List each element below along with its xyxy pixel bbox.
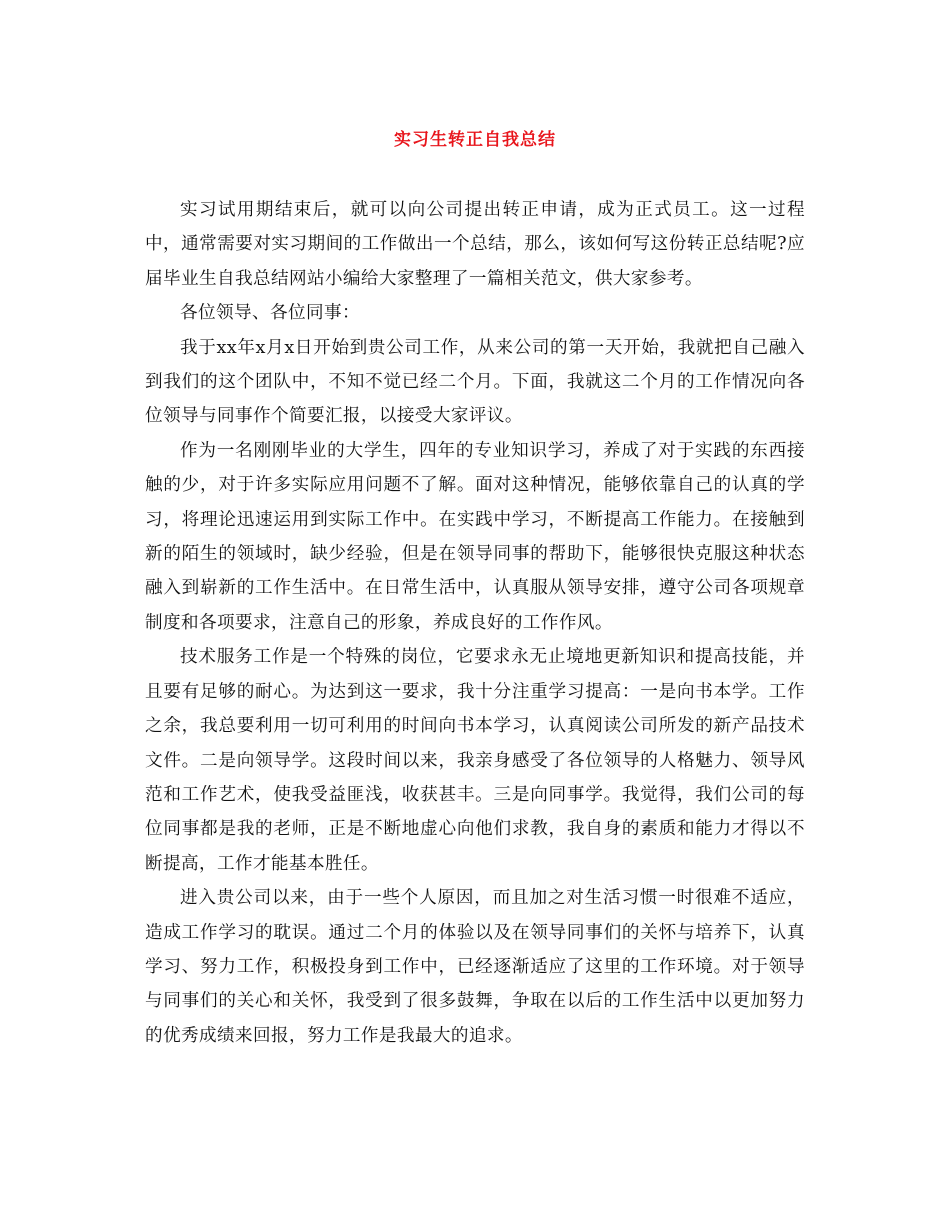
paragraph-adaptation: 进入贵公司以来，由于一些个人原因，而且加之对生活习惯一时很难不适应，造成工作学习的耽误。通过二个月的体验以及在领导同事们的关怀与培养下，认真学习、努力工作，积极投身到工作中，已经逐渐适应了这里的工作环境。对于领导与同事们的关心和关怀，我受到了很多鼓舞，争取在以后的工作生活中以更加努力的优秀成绩来回报，努力工作是我最大的追求。 — [145, 888, 805, 1046]
paragraph-salutation: 各位领导、各位同事： — [180, 303, 360, 324]
paragraph-start-date: 我于xx年x月x日开始到贵公司工作，从来公司的第一天开始，我就把自己融入到我们的这个团队中，不知不觉已经二个月。下面，我就这二个月的工作情况向各位领导与同事作个简要汇报，以接受大家评议。 — [145, 337, 805, 427]
document-body — [145, 193, 805, 1053]
paragraph-graduate: 作为一名刚刚毕业的大学生，四年的专业知识学习，养成了对于实践的东西接触的少，对于许多实际应用问题不了解。面对这种情况，能够依靠自己的认真的学习，将理论迅速运用到实际工作中。在实践中学习，不断提高工作能力。在接触到新的陌生的领域时，缺少经验，但是在领导同事的帮助下，能够很快克服这种状态融入到崭新的工作生活中。在日常生活中，认真服从领导安排，遵守公司各项规章制度和各项要求，注意自己的形象，养成良好的工作作风。 — [145, 440, 805, 633]
paragraph-intro: 实习试用期结束后，就可以向公司提出转正申请，成为正式员工。这一过程中，通常需要对实习期间的工作做出一个总结，那么，该如何写这份转正总结呢?应届毕业生自我总结网站小编给大家整理了一篇相关范文，供大家参考。 — [145, 200, 805, 289]
document-title: 实习生转正自我总结 — [394, 130, 556, 150]
paragraph-tech-service: 技术服务工作是一个特殊的岗位，它要求永无止境地更新知识和提高技能，并且要有足够的耐心。为达到这一要求，我十分注重学习提高：一是向书本学。工作之余，我总要利用一切可利用的时间向书本学习，认真阅读公司所发的新产品技术文件。二是向领导学。这段时间以来，我亲身感受了各位领导的人格魅力、领导风范和工作艺术，使我受益匪浅，收获甚丰。三是向同事学。我觉得，我们公司的每位同事都是我的老师，正是不断地虚心向他们求教，我自身的素质和能力才得以不断提高，工作才能基本胜任。 — [145, 647, 805, 874]
